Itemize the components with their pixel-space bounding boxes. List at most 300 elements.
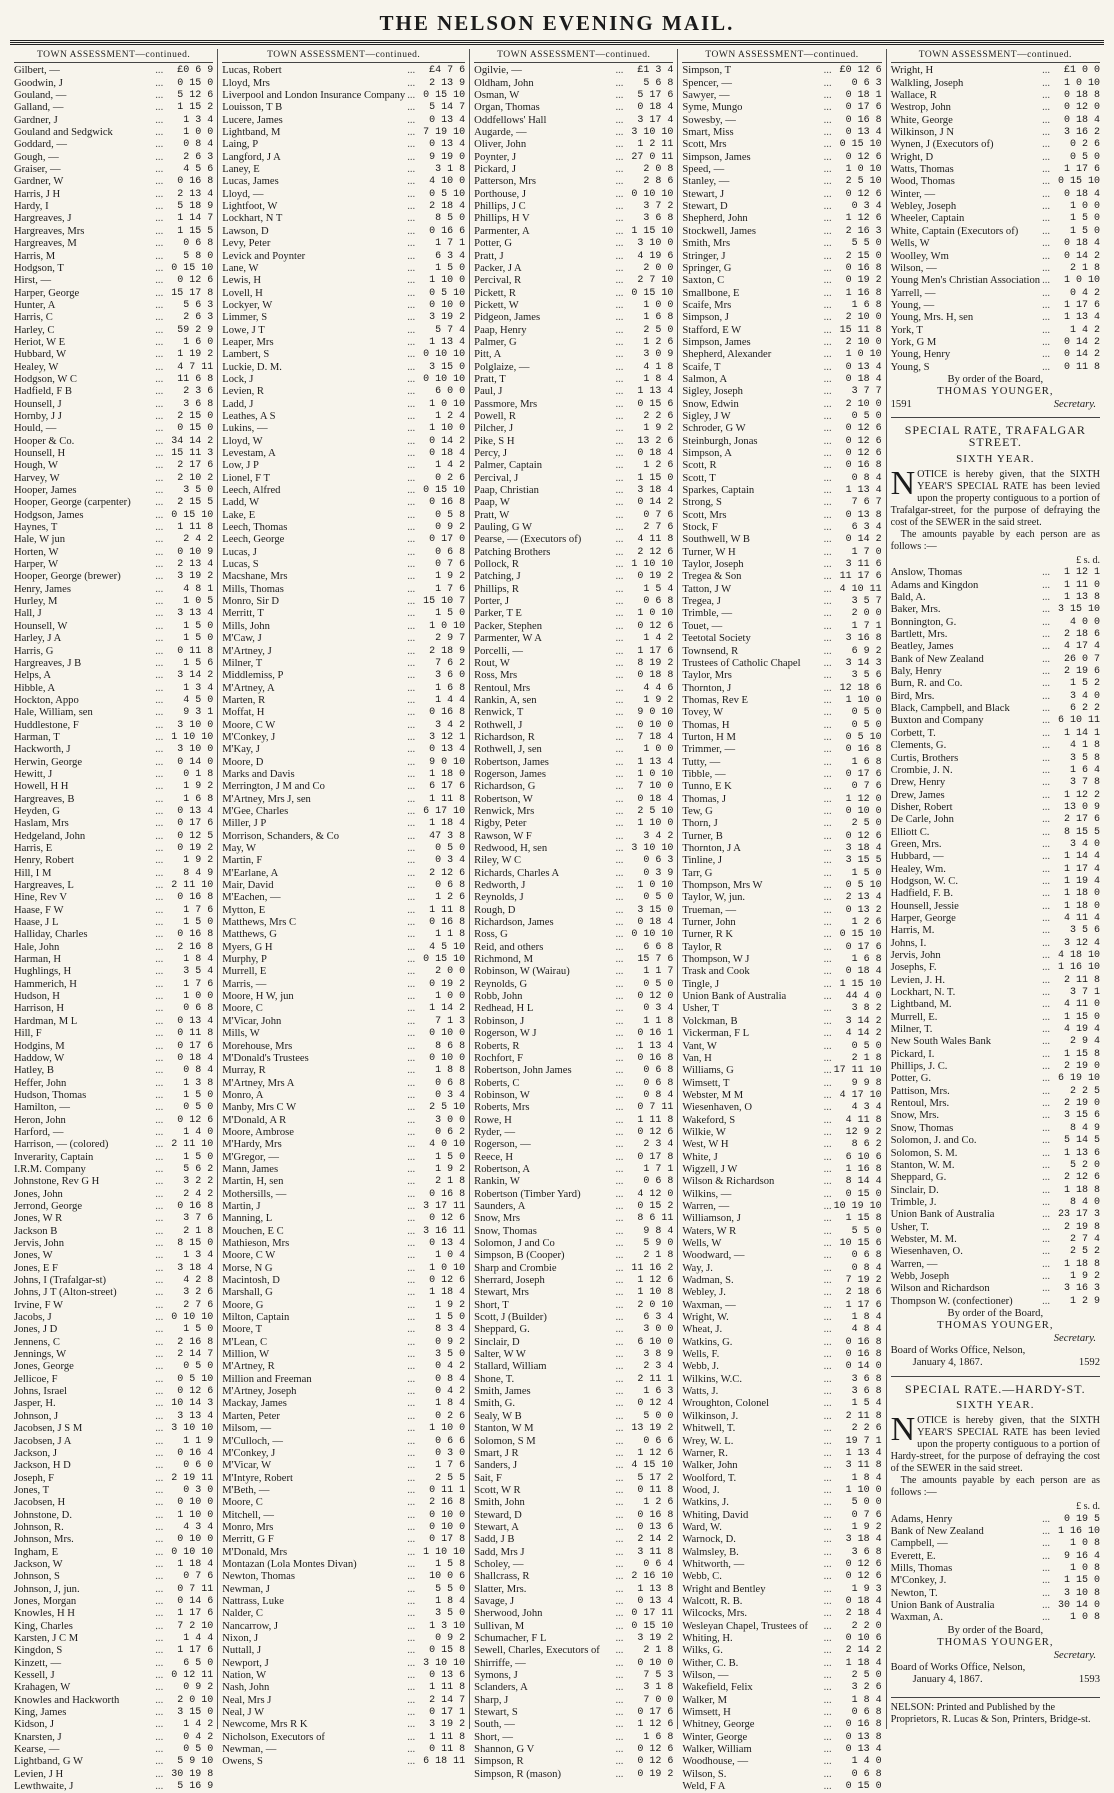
leader-dots: ... (823, 373, 832, 385)
leader-dots: ... (1042, 1036, 1051, 1048)
leader-dots: ... (1042, 213, 1051, 225)
leader-dots: ... (155, 423, 164, 435)
amount: 1 1 9 (183, 1435, 214, 1447)
list-item (891, 1563, 1100, 1575)
amount: 2 7 4 (1070, 1233, 1101, 1245)
list-item (14, 1744, 213, 1756)
ratepayer-name: Hough, W (14, 460, 58, 472)
amount: 5 8 0 (183, 250, 214, 262)
amount: 6 10 0 (637, 1336, 674, 1348)
amount: 3 11 8 (845, 1460, 882, 1472)
ratepayer-name: Johnson, Mrs. (14, 1534, 74, 1546)
list-item (222, 633, 465, 645)
leader-dots: ... (615, 485, 624, 497)
amount: 0 5 0 (851, 707, 882, 719)
leader-dots: ... (615, 1176, 624, 1188)
ratepayer-name: Hirst, — (14, 275, 52, 287)
amount: 8 14 4 (845, 1176, 882, 1188)
amount: 2 5 0 (643, 324, 674, 336)
ratepayer-name: Jennings, W (14, 1349, 67, 1361)
amount: 4 11 8 (637, 534, 674, 546)
list-item (891, 1061, 1100, 1073)
amount: 1 6 8 (643, 312, 674, 324)
leader-dots: ... (823, 805, 832, 817)
list-item (222, 534, 465, 546)
ratepayer-name: Million and Freeman (222, 1373, 312, 1385)
ratepayer-name: Weld, F A (682, 1781, 726, 1793)
leader-dots: ... (155, 954, 164, 966)
list-item (682, 251, 881, 263)
list-item (891, 691, 1100, 703)
list-item (682, 1263, 881, 1275)
ratepayer-name: Packer, J A (474, 262, 522, 274)
list-item (222, 1497, 465, 1509)
list-item (14, 1411, 213, 1423)
ratepayer-name: Moore, H W, jun (222, 991, 294, 1003)
leader-dots: ... (407, 213, 416, 225)
list-item (682, 473, 881, 485)
amount: 4 11 4 (1064, 912, 1101, 924)
leader-dots: ... (407, 1238, 416, 1249)
ratepayer-name: Elliott C. (890, 826, 930, 838)
list-item (474, 152, 673, 164)
amount: 9 16 4 (1064, 1550, 1101, 1562)
ratepayer-name: Leech, Alfred (222, 485, 281, 497)
list-item (474, 917, 673, 929)
list-item (474, 90, 673, 102)
amount: 1 0 5 (183, 596, 214, 608)
list-item (474, 757, 673, 769)
amount: 0 8 4 (643, 1089, 674, 1101)
amount: 2 9 4 (1070, 1036, 1101, 1048)
list-item (474, 794, 673, 806)
amount: 2 9 7 (435, 633, 466, 645)
leader-dots: ... (155, 1275, 164, 1287)
amount: 1 9 2 (643, 694, 674, 706)
amount: 0 17 6 (845, 768, 882, 780)
list-item (891, 1259, 1100, 1271)
list-item (14, 460, 213, 472)
ratepayer-name: Bonnington, G. (890, 616, 957, 628)
list-item (222, 1398, 465, 1410)
list-item (222, 905, 465, 917)
list-item (222, 769, 465, 781)
list-item (682, 65, 881, 77)
amount: 0 15 10 (171, 262, 214, 274)
list-item (474, 1719, 673, 1731)
ratepayer-name: Monro, A (222, 1089, 264, 1101)
ratepayer-name: Sharp, J (474, 1694, 509, 1706)
ratepayer-name: Lawson, D (222, 225, 269, 237)
list-item (474, 1127, 673, 1139)
ratepayer-name: Harman, H (14, 954, 62, 966)
amount: 6 17 10 (423, 805, 466, 817)
ratepayer-name: Robertson, John James (474, 1065, 572, 1077)
ratepayer-name: Thomas, J (682, 793, 726, 805)
amount: 1 16 10 (1058, 1526, 1101, 1538)
ratepayer-name: Knowles, H H (14, 1608, 75, 1620)
leader-dots: ... (407, 1287, 416, 1299)
amount: 9 0 10 (429, 756, 466, 768)
leader-dots: ... (155, 756, 164, 768)
leader-dots: ... (155, 324, 164, 336)
leader-dots: ... (407, 225, 416, 237)
amount: 0 6 8 (435, 546, 466, 558)
amount: 1 9 3 (851, 1583, 882, 1595)
ratepayer-name: Newcome, Mrs R K (222, 1719, 308, 1731)
leader-dots: ... (407, 682, 416, 694)
ratepayer-name: Simpson, T (682, 65, 732, 77)
ratepayer-name: M'Gregor, — (222, 1151, 280, 1163)
amount: 13 2 6 (637, 435, 674, 447)
list-item (682, 1584, 881, 1596)
leader-dots: ... (1042, 826, 1051, 838)
amount: 0 12 6 (845, 423, 882, 435)
ratepayer-name: Owens, S (222, 1756, 263, 1768)
ratepayer-name: Rankin, A, sen (474, 694, 537, 706)
ratepayer-name: Walcott, R. B. (682, 1595, 743, 1607)
ratepayer-name: Heriot, W E (14, 336, 66, 348)
amount: 0 8 4 (435, 1373, 466, 1385)
ratepayer-name: Passmore, Mrs (474, 398, 538, 410)
leader-dots: ... (615, 596, 624, 608)
ratepayer-name: Neal, J W (222, 1707, 265, 1719)
ratepayer-name: Webb, J. (682, 1361, 719, 1373)
leader-dots: ... (407, 1620, 416, 1632)
leader-dots: ... (407, 1633, 416, 1644)
amount: 0 15 10 (631, 1620, 674, 1632)
amount: 3 6 8 (851, 1373, 882, 1385)
ratepayer-name: Morrison, Schanders, & Co (222, 830, 340, 842)
leader-dots: ... (155, 349, 164, 361)
list-item (682, 1250, 881, 1262)
leader-dots: ... (407, 744, 416, 756)
ratepayer-name: Roberts, R (474, 1040, 520, 1052)
leader-dots: ... (407, 410, 416, 422)
ratepayer-name: Milner, T (222, 657, 263, 669)
leader-dots: ... (155, 1077, 164, 1089)
amount: 7 2 10 (177, 1620, 214, 1632)
leader-dots: ... (407, 472, 416, 484)
amount: 0 5 0 (643, 892, 674, 904)
leader-dots: ... (407, 1250, 416, 1262)
leader-dots: ... (155, 731, 164, 743)
ratepayer-name: Jacobsen, J S M (14, 1423, 83, 1435)
ratepayer-name: Hudson, Thomas (14, 1089, 87, 1101)
list-item (474, 1423, 673, 1435)
list-item (682, 300, 881, 312)
amount: 1 3 8 (183, 1077, 214, 1089)
ratepayer-name: Goddard, — (14, 139, 67, 151)
ratepayer-name: Baly, Henry (890, 666, 942, 678)
list-item (891, 1073, 1100, 1085)
leader-dots: ... (1042, 974, 1051, 986)
list-item (682, 1448, 881, 1460)
amount: 0 14 0 (177, 756, 214, 768)
leader-dots: ... (407, 867, 416, 879)
leader-dots: ... (155, 164, 164, 176)
list-item (14, 843, 213, 855)
leader-dots: ... (155, 410, 164, 422)
list-item (682, 1300, 881, 1312)
leader-dots: ... (615, 164, 624, 176)
ratepayer-name: Whitworth, — (682, 1558, 745, 1570)
leader-dots: ... (823, 1176, 832, 1188)
ratepayer-name: Hodgson, T (14, 262, 64, 274)
amount: 0 19 5 (1064, 1513, 1101, 1525)
ratepayer-name: Ladd, W (222, 497, 260, 509)
list-item (682, 1769, 881, 1781)
ratepayer-name: Pilcher, J (474, 423, 514, 435)
notice-text-2: The amounts payable by each person are as follows :— (890, 1475, 1101, 1499)
amount: 0 13 4 (177, 1015, 214, 1027)
list-item (222, 1324, 465, 1336)
list-item (222, 65, 465, 77)
leader-dots: ... (407, 176, 416, 188)
amount: 1 6 8 (435, 682, 466, 694)
ratepayer-name: Teetotal Society (682, 633, 751, 645)
list-item (682, 436, 881, 448)
ratepayer-name: Scott, Mrs (682, 139, 727, 151)
ratepayer-name: Usher, T (682, 1003, 719, 1015)
leader-dots: ... (1042, 604, 1051, 616)
amount: 1 19 2 (177, 349, 214, 361)
leader-dots: ... (155, 522, 164, 534)
leader-dots: ... (407, 201, 416, 213)
ratepayer-name: Laing, P (222, 139, 259, 151)
list-item (682, 102, 881, 114)
list-item (474, 1361, 673, 1373)
list-item (474, 1078, 673, 1090)
amount: 1 15 10 (631, 225, 674, 237)
ratepayer-name: Trueman, — (682, 904, 737, 916)
leader-dots: ... (155, 225, 164, 237)
leader-dots: ... (615, 497, 624, 509)
leader-dots: ... (407, 238, 416, 250)
ratepayer-name: Hewitt, J (14, 768, 53, 780)
list-item (682, 757, 881, 769)
leader-dots: ... (1042, 151, 1051, 163)
leader-dots: ... (407, 1645, 416, 1657)
list-item (222, 497, 465, 509)
ratepayer-name: Harris, M (14, 250, 56, 262)
ratepayer-name: Marten, Peter (222, 1410, 280, 1422)
list-item (222, 732, 465, 744)
amount: 1 5 0 (183, 1151, 214, 1163)
amount: 1 0 0 (643, 744, 674, 756)
list-item (891, 1123, 1100, 1135)
leader-dots: ... (407, 620, 416, 632)
leader-dots: ... (615, 583, 624, 595)
leader-dots: ... (155, 744, 164, 756)
list-item (474, 929, 673, 941)
leader-dots: ... (615, 1312, 624, 1324)
rate-list (891, 567, 1100, 1308)
amount: 3 15 0 (637, 904, 674, 916)
amount: 1 15 8 (845, 1213, 882, 1225)
leader-dots: ... (823, 1447, 832, 1459)
leader-dots: ... (823, 843, 832, 854)
amount: 4 12 0 (637, 1188, 674, 1200)
list-item (14, 1769, 213, 1781)
amount: 7 19 10 (423, 127, 466, 139)
list-item (14, 1732, 213, 1744)
leader-dots: ... (823, 1423, 832, 1435)
amount: 1 11 8 (637, 1114, 674, 1126)
list-item (891, 312, 1100, 324)
leader-dots: ... (615, 892, 624, 904)
leader-dots: ... (615, 102, 624, 114)
leader-dots: ... (155, 176, 164, 188)
ratepayer-name: Mothersills, — (222, 1188, 287, 1200)
list-item (14, 868, 213, 880)
ratepayer-name: Hounsell, W (14, 620, 68, 632)
ratepayer-name: Mills, Thomas (890, 1563, 953, 1575)
list-item (474, 337, 673, 349)
ratepayer-name: Harris, C (14, 312, 53, 324)
ratepayer-name: Haddow, W (14, 1052, 65, 1064)
list-item (474, 1534, 673, 1546)
list-item (891, 1575, 1100, 1587)
ratepayer-name: Wiesenhaven, O. (890, 1246, 963, 1258)
ratepayer-name: Wynen, J (Executors of) (890, 139, 994, 151)
amount: 3 18 4 (845, 843, 882, 854)
amount: 0 7 6 (183, 1571, 214, 1583)
amount: 1 18 0 (429, 768, 466, 780)
leader-dots: ... (155, 1089, 164, 1101)
list-item (891, 1551, 1100, 1563)
leader-dots: ... (823, 954, 832, 966)
list-item (14, 1164, 213, 1176)
amount: 1 4 2 (1070, 324, 1101, 336)
amount: 1 8 4 (435, 1398, 466, 1410)
amount: 0 19 2 (429, 978, 466, 990)
amount: 1 17 6 (177, 1608, 214, 1620)
list-item (222, 559, 465, 571)
list-item (682, 1682, 881, 1694)
amount: 1 15 10 (839, 978, 882, 990)
amount: 0 8 4 (851, 1262, 882, 1274)
list-item (14, 547, 213, 559)
leader-dots: ... (407, 954, 416, 966)
amount: 1 5 0 (435, 608, 466, 620)
ratepayer-name: Webley, J. (682, 1287, 726, 1299)
ratepayer-name: Newport, J (222, 1657, 269, 1669)
amount: 1 0 10 (637, 768, 674, 780)
amount: 8 5 0 (435, 213, 466, 225)
list-item (682, 1707, 881, 1719)
amount: 1 9 2 (435, 1299, 466, 1311)
ratepayer-name: Savage, J (474, 1595, 515, 1607)
leader-dots: ... (407, 768, 416, 780)
amount: 1 4 0 (851, 1756, 882, 1768)
ratepayer-name: Gouland, — (14, 90, 67, 102)
leader-dots: ... (155, 1114, 164, 1126)
amount: 3 19 2 (429, 312, 466, 324)
list-item (682, 497, 881, 509)
ratepayer-name: Hodgson, W. C. (890, 875, 959, 887)
list-item (891, 152, 1100, 164)
amount: 30 14 0 (1058, 1600, 1101, 1612)
ratepayer-name: Knarsten, J (14, 1731, 62, 1743)
ratepayer-name: Hooper, James (14, 485, 77, 497)
ratepayer-name: Stewart, D (682, 201, 728, 213)
leader-dots: ... (1042, 250, 1051, 262)
amount: 4 19 6 (637, 250, 674, 262)
leader-dots: ... (615, 682, 624, 694)
ratepayer-name: Hill, F (14, 1028, 42, 1040)
list-item (474, 744, 673, 756)
ratepayer-name: Sowesby, — (682, 114, 736, 126)
leader-dots: ... (823, 398, 832, 410)
secretary-name: THOMAS YOUNGER, (937, 1320, 1054, 1332)
leader-dots: ... (407, 1546, 416, 1558)
amount: 0 15 10 (171, 509, 214, 521)
amount: 1 5 0 (1070, 213, 1101, 225)
list-item (474, 201, 673, 213)
leader-dots: ... (407, 485, 416, 497)
amount: 0 3 4 (643, 1003, 674, 1015)
leader-dots: ... (155, 250, 164, 262)
leader-dots: ... (1042, 287, 1051, 299)
list-item (222, 436, 465, 448)
ratepayer-name: Johnstone, D. (14, 1509, 72, 1521)
amount: 1 16 10 (1058, 962, 1101, 974)
list-item (474, 584, 673, 596)
amount: 0 15 10 (423, 485, 466, 497)
list-item (14, 90, 213, 102)
by-order-text: By order of the Board, (947, 373, 1044, 385)
ratepayer-name: Haase, F W (14, 904, 64, 916)
amount: 1 0 10 (429, 1262, 466, 1274)
ratepayer-name: Thompson, W J (682, 954, 750, 966)
list-item (682, 806, 881, 818)
leader-dots: ... (1042, 1270, 1051, 1282)
leader-dots: ... (823, 472, 832, 484)
ratepayer-name: Young, S (890, 361, 930, 373)
list-item (222, 806, 465, 818)
list-item (14, 1596, 213, 1608)
amount: 2 2 0 (851, 1620, 882, 1632)
list-item (474, 1324, 673, 1336)
ratepayer-name: M'Intyre, Robert (222, 1472, 293, 1484)
amount: 0 6 8 (183, 1003, 214, 1015)
ratepayer-name: Pratt, W (474, 509, 510, 521)
ratepayer-name: M'Gee, Charles (222, 805, 289, 817)
list-item (891, 1148, 1100, 1160)
list-item (682, 559, 881, 571)
amount: 0 12 4 (637, 1398, 674, 1410)
leader-dots: ... (1042, 225, 1051, 237)
leader-dots: ... (615, 1460, 624, 1472)
leader-dots: ... (615, 1015, 624, 1027)
amount: 3 15 6 (1064, 1110, 1101, 1122)
leader-dots: ... (407, 1460, 416, 1472)
leader-dots: ... (615, 1238, 624, 1249)
leader-dots: ... (155, 1102, 164, 1114)
list-item (222, 547, 465, 559)
leader-dots: ... (155, 1719, 164, 1731)
leader-dots: ... (155, 694, 164, 706)
ratepayer-name: Lockyer, W (222, 299, 273, 311)
ratepayer-name: Merritt, G F (222, 1534, 274, 1546)
ratepayer-name: Jones, John (14, 1188, 63, 1200)
list-item (14, 1041, 213, 1053)
amount: 0 16 8 (429, 1188, 466, 1200)
amount: 2 19 6 (1064, 666, 1101, 678)
ratepayer-name: Warnock, D. (682, 1534, 736, 1546)
list-item (474, 633, 673, 645)
